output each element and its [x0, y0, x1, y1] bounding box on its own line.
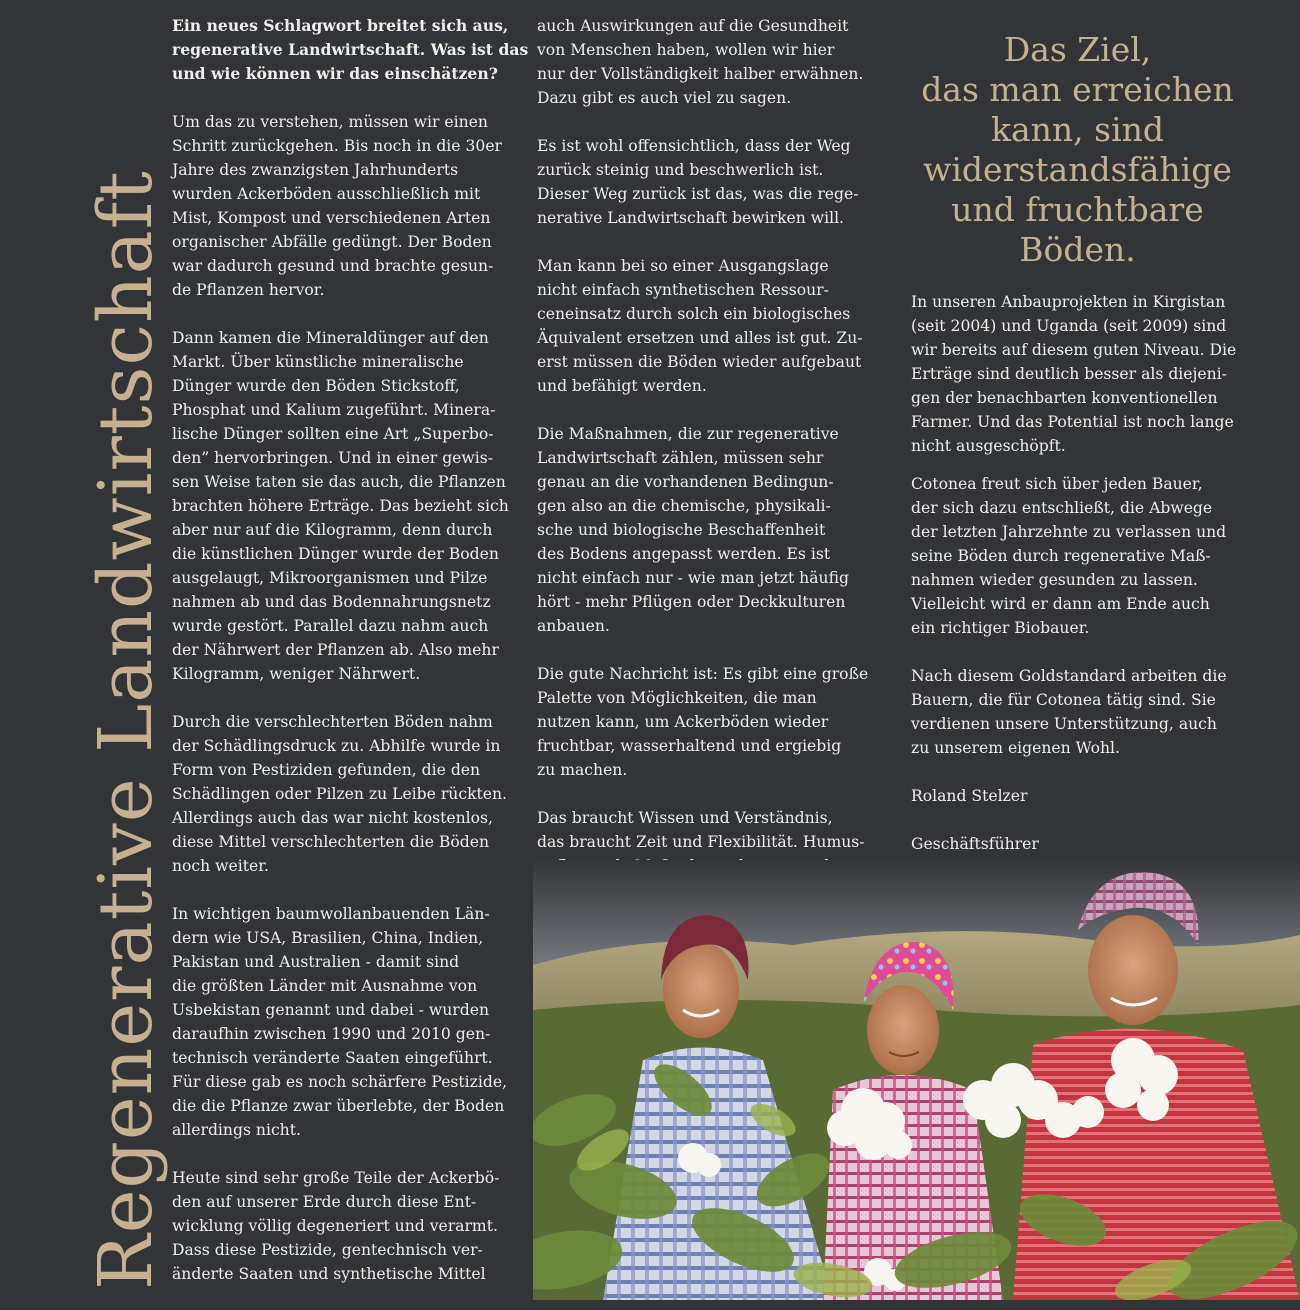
text-line: das braucht Zeit und Flexibilität. Humus-	[537, 833, 865, 851]
text-line: gen also an die chemische, physikali-	[537, 497, 831, 515]
text-line: ceneinsatz durch solch ein biologisches	[537, 305, 851, 323]
text-line: erst müssen die Böden wieder aufgebaut	[537, 353, 862, 371]
text-line: Es ist wohl offensichtlich, dass der Weg	[537, 137, 851, 155]
text-line: Durch die verschlechterten Böden nahm	[172, 713, 493, 731]
text-line: nicht einfach nur - wie man jetzt häufig	[537, 569, 849, 587]
paragraph	[911, 472, 1256, 640]
lead-paragraph	[172, 14, 529, 86]
text-line: In unseren Anbauprojekten in Kirgistan	[911, 293, 1226, 311]
text-line: Form von Pestiziden gefunden, die den	[172, 761, 481, 779]
text-line: widerstandsfähige	[923, 150, 1232, 189]
text-line: hört - mehr Pflügen oder Deckkulturen	[537, 593, 846, 611]
text-line: gen der benachbarten konventionellen	[911, 389, 1218, 407]
text-line: Bauern, die für Cotonea tätig sind. Sie	[911, 691, 1216, 709]
text-line: Mist, Kompost und verschiedenen Arten	[172, 209, 491, 227]
text-line: Böden.	[1019, 230, 1136, 269]
text-line: technisch veränderte Saaten eingeführt.	[172, 1049, 493, 1067]
text-line: und wie können wir das einschätzen?	[172, 64, 498, 83]
text-line: der Nährwert der Pflanzen ab. Also mehr	[172, 641, 499, 659]
text-line: von Menschen haben, wollen wir hier	[537, 41, 835, 59]
text-line: Das Ziel,	[1003, 30, 1152, 69]
text-line: Um das zu verstehen, müssen wir einen	[172, 113, 488, 131]
text-line: Für diese gab es noch schärfere Pestizide,	[172, 1073, 508, 1091]
text-line: Usbekistan genannt und dabei - wurden	[172, 1001, 489, 1019]
text-line: den” hervorbringen. Und in einer gewis-	[172, 449, 494, 467]
text-line: Äquivalent ersetzen und alles ist gut. Zu-	[537, 329, 863, 347]
text-line: Cotonea freut sich über jeden Bauer,	[911, 475, 1203, 493]
text-line: Dieser Weg zurück ist das, was die rege-	[537, 185, 859, 203]
text-line: zurück steinig und beschwerlich ist.	[537, 161, 824, 179]
text-line: nicht einfach synthetischen Ressour-	[537, 281, 829, 299]
text-line: sche und biologische Beschaffenheit	[537, 521, 826, 539]
paragraph	[537, 662, 882, 782]
text-line: Das braucht Wissen und Verständnis,	[537, 809, 833, 827]
text-line: der letzten Jahrzehnte zu verlassen und	[911, 523, 1227, 541]
text-line: wir bereits auf diesem guten Niveau. Die	[911, 341, 1237, 359]
text-line: Dünger wurde den Böden Stickstoff,	[172, 377, 460, 395]
text-line: verdienen unsere Unterstützung, auch	[911, 715, 1217, 733]
text-line: nahmen wieder gesunden zu lassen.	[911, 571, 1198, 589]
text-line: Farmer. Und das Potential ist noch lange	[911, 413, 1234, 431]
text-line: sen Weise taten sie das auch, die Pflanzen	[172, 473, 506, 491]
text-line: die die Pflanze zwar überlebte, der Boden	[172, 1097, 505, 1115]
text-line: Dann kamen die Mineraldünger auf den	[172, 329, 489, 347]
signature-role: Geschäftsführer	[911, 835, 1039, 853]
text-line: Ein neues Schlagwort breitet sich aus,	[172, 16, 509, 35]
text-line: lische Dünger sollten eine Art „Superbo-	[172, 425, 494, 443]
text-line: Nach diesem Goldstandard arbeiten die	[911, 667, 1227, 685]
paragraph	[911, 290, 1256, 458]
text-line: war dadurch gesund und brachte gesun-	[172, 257, 494, 275]
text-line: regenerative Landwirtschaft. Was ist das	[172, 40, 529, 59]
text-line: nutzen kann, um Ackerböden wieder	[537, 713, 829, 731]
text-line: dern wie USA, Brasilien, China, Indien,	[172, 929, 484, 947]
text-line: Dass diese Pestizide, gentechnisch ver-	[172, 1241, 483, 1259]
text-line: Pakistan und Australien - damit sind	[172, 953, 460, 971]
text-line: wicklung völlig degeneriert und verarmt.	[172, 1217, 498, 1235]
text-line: fruchtbar, wasserhaltend und ergiebig	[537, 737, 842, 755]
text-line: und befähigt werden.	[537, 377, 707, 395]
text-line: Erträge sind deutlich besser als diejeni-	[911, 365, 1227, 383]
text-line: Phosphat und Kalium zugeführt. Minera-	[172, 401, 496, 419]
text-line: Allerdings auch das war nicht kostenlos,	[172, 809, 493, 827]
text-line: Schritt zurückgehen. Bis noch in die 30er	[172, 137, 503, 155]
text-line: Dazu gibt es auch viel zu sagen.	[537, 89, 792, 107]
text-line: seine Böden durch regenerative Maß-	[911, 547, 1211, 565]
paragraph	[172, 710, 522, 878]
text-line: Die Maßnahmen, die zur regenerative	[537, 425, 839, 443]
text-line: genau an die vorhandenen Bedingun-	[537, 473, 834, 491]
text-line: nerative Landwirtschaft bewirken will.	[537, 209, 845, 227]
vertical-title: Regenerative Landwirtschaft	[83, 170, 169, 1290]
text-line: nahmen ab und das Bodennahrungsnetz	[172, 593, 491, 611]
text-line: nicht ausgeschöpft.	[911, 437, 1066, 455]
text-line: der sich dazu entschließt, die Abwege	[911, 499, 1213, 517]
text-line: wurde gestört. Parallel dazu nahm auch	[172, 617, 489, 635]
text-line: Heute sind sehr große Teile der Ackerbö-	[172, 1169, 500, 1187]
text-line: anbauen.	[537, 617, 610, 635]
text-line: Kilogramm, weniger Nährwert.	[172, 665, 421, 683]
text-column-2	[537, 14, 882, 926]
text-line: den auf unserer Erde durch diese Ent-	[172, 1193, 477, 1211]
text-line: zu machen.	[537, 761, 628, 779]
text-line: aber nur auf die Kilogramm, denn durch	[172, 521, 493, 539]
text-line: (seit 2004) und Uganda (seit 2009) sind	[911, 317, 1227, 335]
text-line: des Bodens angepasst werden. Es ist	[537, 545, 831, 563]
text-line: wurden Ackerböden ausschließlich mit	[172, 185, 481, 203]
text-line: de Pflanzen hervor.	[172, 281, 325, 299]
paragraph	[172, 326, 522, 686]
paragraph	[537, 254, 882, 398]
paragraph	[537, 422, 882, 638]
cotton-farmers-photo	[533, 860, 1300, 1300]
text-line: Vielleicht wird er dann am Ende auch	[911, 595, 1210, 613]
signature-name: Roland Stelzer	[911, 787, 1028, 805]
text-line: kann, sind	[990, 110, 1165, 149]
text-line: Man kann bei so einer Ausgangslage	[537, 257, 829, 275]
text-line: brachten höhere Erträge. Das bezieht sich	[172, 497, 509, 515]
text-line: Jahre des zwanzigsten Jahrhunderts	[172, 161, 459, 179]
paragraph	[172, 902, 522, 1142]
text-line: ausgelaugt, Mikroorganismen und Pilze	[172, 569, 488, 587]
paragraph	[172, 1166, 522, 1286]
text-line: nur der Vollständigkeit halber erwähnen.	[537, 65, 864, 83]
text-column-1	[172, 14, 529, 1310]
pull-quote	[900, 30, 1255, 270]
text-line: die künstlichen Dünger wurde der Boden	[172, 545, 499, 563]
text-line: Palette von Möglichkeiten, die man	[537, 689, 817, 707]
text-line: Landwirtschaft zählen, müssen sehr	[537, 449, 824, 467]
text-line: In wichtigen baumwollanbauenden Län-	[172, 905, 490, 923]
text-line: allerdings nicht.	[172, 1121, 301, 1139]
text-line: daraufhin zwischen 1990 und 2010 gen-	[172, 1025, 491, 1043]
text-line: das man erreichen	[921, 70, 1234, 109]
paragraph	[172, 110, 522, 302]
text-line: diese Mittel verschlechterten die Böden	[172, 833, 490, 851]
text-line: organischer Abfälle gedüngt. Der Boden	[172, 233, 492, 251]
text-line: noch weiter.	[172, 857, 269, 875]
text-line: der Schädlingsdruck zu. Abhilfe wurde in	[172, 737, 501, 755]
text-line: Schädlingen oder Pilzen zu Leibe rückten.	[172, 785, 508, 803]
paragraph	[537, 14, 882, 110]
paragraph	[537, 134, 882, 230]
text-line: ein richtiger Biobauer.	[911, 619, 1090, 637]
text-line: Markt. Über künstliche mineralische	[172, 353, 464, 371]
paragraph	[911, 664, 1256, 760]
text-line: auch Auswirkungen auf die Gesundheit	[537, 17, 849, 35]
text-line: zu unserem eigenen Wohl.	[911, 739, 1120, 757]
text-column-3	[911, 290, 1256, 928]
text-line: Die gute Nachricht ist: Es gibt eine große	[537, 665, 869, 683]
text-line: änderte Saaten und synthetische Mittel	[172, 1265, 486, 1283]
text-line: und fruchtbare	[951, 190, 1204, 229]
text-line: die größten Länder mit Ausnahme von	[172, 977, 478, 995]
